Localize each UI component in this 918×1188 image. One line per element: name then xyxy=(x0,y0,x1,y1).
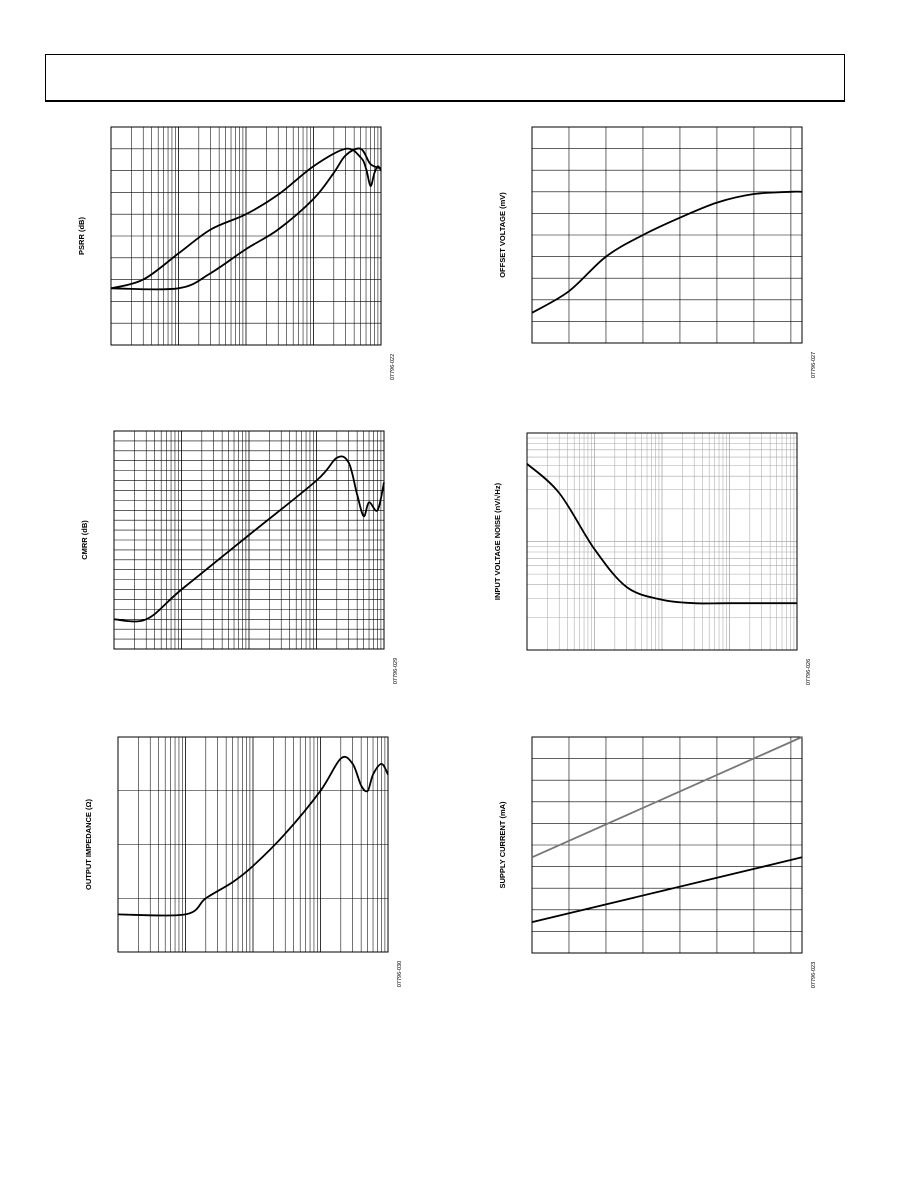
impedance-figure-code: 07796-030 xyxy=(397,960,403,988)
supply-grid xyxy=(532,737,802,953)
page-header xyxy=(45,54,845,102)
noise-figure-code: 07796-026 xyxy=(806,658,812,686)
supply-ylabel: SUPPLY CURRENT (mA) xyxy=(498,801,507,889)
supply-figure-code: 07796-023 xyxy=(811,961,817,989)
impedance-ylabel: OUTPUT IMPEDANCE (Ω) xyxy=(84,798,93,891)
offset-grid xyxy=(532,127,802,343)
supply-series-1 xyxy=(532,737,802,857)
noise-ylabel: INPUT VOLTAGE NOISE (nV/√Hz) xyxy=(493,482,502,601)
offset-ylabel: OFFSET VOLTAGE (mV) xyxy=(498,192,507,278)
psrr-figure-code: 07796-022 xyxy=(390,353,396,381)
offset-voltage-chart xyxy=(485,110,830,380)
offset-series-1 xyxy=(532,192,802,313)
cmrr-figure-code: 07796-029 xyxy=(393,657,399,685)
cmrr-chart xyxy=(68,415,408,705)
input-voltage-noise-chart xyxy=(485,415,830,705)
cmrr-ylabel: CMRR (dB) xyxy=(80,520,89,560)
psrr-grid xyxy=(111,127,381,345)
supply-current-chart xyxy=(485,720,830,990)
cmrr-grid xyxy=(114,431,384,649)
offset-figure-code: 07796-027 xyxy=(811,351,817,379)
noise-grid xyxy=(527,433,797,650)
psrr-ylabel: PSRR (dB) xyxy=(77,217,86,255)
supply-series-2 xyxy=(532,857,802,922)
psrr-chart xyxy=(68,110,408,380)
output-impedance-chart xyxy=(68,720,408,990)
impedance-grid xyxy=(118,737,388,952)
